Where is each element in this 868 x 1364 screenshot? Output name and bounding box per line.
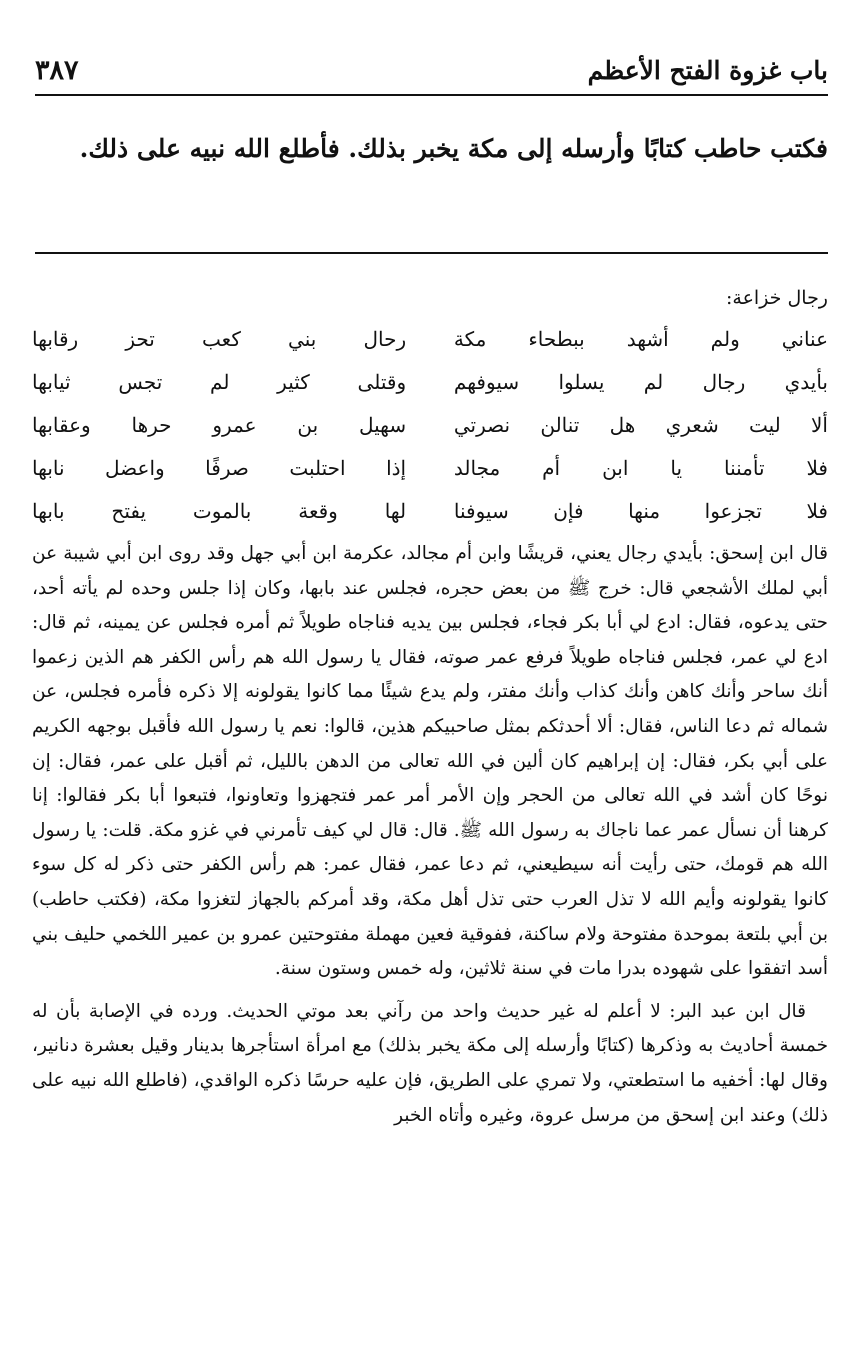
verse-first-hemistich: عناني ولم أشهد ببطحاء مكة — [453, 327, 828, 351]
main-text: فكتب حاطب كتابًا وأرسله إلى مكة يخبر بذلك. فأطلع الله نبيه على ذلك. — [79, 134, 828, 163]
verse-second-hemistich: رحال بني كعب تحز رقابها — [32, 327, 407, 351]
commentary-paragraph: قال ابن إسحق: بأيدي رجال يعني، قريشًا وابن أم مجالد، عكرمة ابن أبي جهل وقد روى ابن أبي شيبة عن أبي لملك الأشجعي قال: خرج ﷺ من بعض حجره، فجلس عند بابها، وكان إذا جلس وحده لم يأته أحد، حتى يدعوه، فقال: ادع لي أبا بكر فجاء، فجلس بين يديه فناجاه طويلاً ثم أمره فجلس عن يمينه، ثم قال: ادع لي عمر، فجلس فناجاه طويلاً فرفع عمر صوته، فقال يا رسول الله هم رأس الكفر هم الذين زعموا أنك ساحر وأنك كاهن وأنك كذاب وأنك مفتر، ولم يدع شيئًا مما كانوا يقولونه إلا ذكره فأمره فجلس، عن شماله ثم دعا الناس، فقال: ألا أحدثكم بمثل صاحبيكم هذين، قالوا: نعم يا رسول الله فأقبل بوجهه الكريم على أبي بكر، فقال: إن إبراهيم كان ألين في الله تعالى من الدهن بالليل، ثم أقبل على عمر، فقال: إن نوحًا كان أشد في الله تعالى من الحجر وإن الأمر أمر عمر فتجهزوا وتعاونوا، فتبعوا أبا بكر فقالوا: إنا كرهنا أن نسأل عمر عما ناجاك به رسول الله ﷺ. قال: قال لي كيف تأمرني في غزو مكة. قلت: يا رسول الله هم قومك، حتى رأيت أنه سيطيعني، ثم دعا عمر، فقال عمر: هم رأس الكفر حتى ذكر له كل سوء كانوا يقولونه وأيم الله لا تذل العرب حتى تذل أهل مكة، وقد أمركم بالجهاز لتغزوا مكة، (فكتب حاطب) بن أبي بلتعة بموحدة مفتوحة ولام ساكنة، ففوقية فعين مهملة مفتوحتين عمرو بن عمير اللخمي حليف بني أسد اتفقوا على شهوده بدرا مات في سنة ثلاثين، وله خمس وستون سنة. — [32, 543, 828, 980]
poem-verse — [32, 447, 828, 490]
poem — [32, 318, 828, 533]
verse-second-hemistich: وقتلى كثير لم تجس ثيابها — [32, 370, 407, 394]
poem-verse — [32, 490, 828, 533]
poem-verse — [32, 318, 828, 361]
verse-first-hemistich: بأيدي رجال لم يسلوا سيوفهم — [453, 370, 828, 394]
poem-title: رجال خزاعة: — [726, 287, 828, 309]
verse-first-hemistich: فلا تأمننا يا ابن أم مجالد — [453, 456, 828, 480]
commentary — [32, 280, 828, 1133]
verse-first-hemistich: ألا ليت شعري هل تنالن نصرتي — [453, 413, 828, 437]
page-header — [35, 46, 828, 96]
chapter-title: باب غزوة الفتح الأعظم — [587, 55, 828, 85]
poem-verse — [32, 361, 828, 404]
commentary-paragraph: قال ابن عبد البر: لا أعلم له غير حديث واحد من رآني بعد موتي الحديث. ورده في الإصابة بأن له خمسة أحاديث به وذكرها (كتابًا وأرسله إلى مكة يخبر بذلك) مع امرأة استأجرها بدينار وقيل بعشرة دنانير، وقال لها: أخفيه ما استطعتي، ولا تمري على الطريق، فإن عليه حرسًا ذكره الواقدي، (فاطلع الله نبيه على ذلك) وعند ابن إسحق من مرسل عروة، وغيره وأتاه الخبر — [32, 1000, 828, 1126]
verse-second-hemistich: سهيل بن عمرو حرها وعقابها — [32, 413, 407, 437]
page-number: ٣٨٧ — [35, 54, 79, 86]
poem-verse — [32, 404, 828, 447]
footnote-separator — [35, 252, 828, 254]
verse-second-hemistich: لها وقعة بالموت يفتح بابها — [32, 499, 407, 523]
verse-second-hemistich: إذا احتلبت صرفًا واعضل نابها — [32, 456, 407, 480]
verse-first-hemistich: فلا تجزعوا منها فإن سيوفنا — [453, 499, 828, 523]
